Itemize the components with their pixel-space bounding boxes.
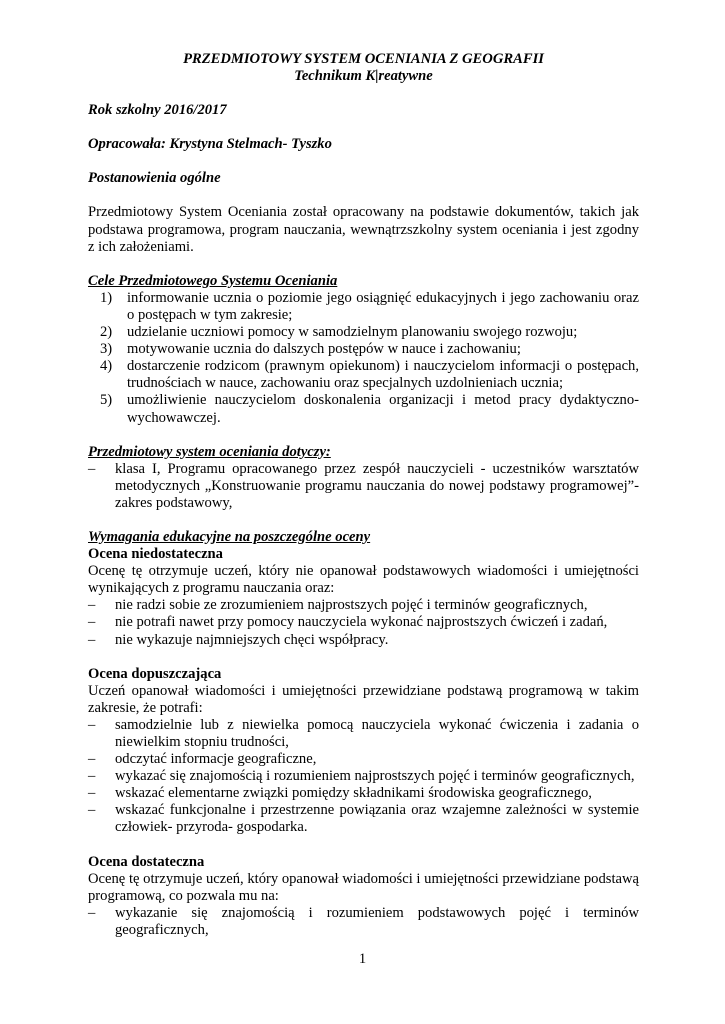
list-item xyxy=(100,392,639,426)
ndst-intro: Ocenę tę otrzymuje uczeń, który nie opanował podstawowych wiadomości i umiejętności wynikających z programu nauczania oraz: xyxy=(88,563,639,597)
list-item xyxy=(88,802,639,836)
document-content xyxy=(88,51,639,939)
document-subtitle: Technikum K|reatywne xyxy=(294,68,433,85)
dash-marker: – xyxy=(88,751,96,768)
list-item-text: wskazać elementarne związki pomiędzy składnikami środowiska geograficznego, xyxy=(115,785,592,802)
list-item-text: wskazać funkcjonalne i przestrzenne powiązania oraz wzajemne zależności w systemie człowiek- przyroda- gospodarka. xyxy=(115,802,639,836)
list-item-text: nie potrafi nawet przy pomocy nauczyciela wykonać najprostszych ćwiczeń i zadań, xyxy=(115,614,608,631)
list-item-text: odczytać informacje geograficzne, xyxy=(115,751,317,768)
list-item-text: motywowanie ucznia do dalszych postępów w nauce i zachowaniu; xyxy=(127,341,521,358)
dash-marker: – xyxy=(88,631,96,648)
list-item xyxy=(88,717,639,751)
dop-intro: Uczeń opanował wiadomości i umiejętności przewidziane podstawą programową w takim zakresie, że potrafi: xyxy=(88,682,639,716)
list-item xyxy=(88,785,639,802)
list-item xyxy=(88,461,639,512)
list-item xyxy=(88,768,639,785)
dop-list xyxy=(88,717,639,837)
list-item xyxy=(88,751,639,768)
list-item xyxy=(88,632,639,649)
list-item-text: samodzielnie lub z niewielka pomocą nauczyciela wykonać ćwiczenia i zadania o niewielkim stopniu trudności, xyxy=(115,716,639,750)
list-item-text: informowanie ucznia o poziomie jego osiągnięć edukacyjnych i jego zachowaniu oraz o postępach w tym zakresie; xyxy=(127,289,639,323)
list-item xyxy=(100,358,639,392)
requirements-heading: Wymagania edukacyjne na poszczególne oceny xyxy=(88,528,371,545)
list-item-text: klasa I, Programu opracowanego przez zespół nauczycieli - uczestników warsztatów metodycznych „Konstruowanie programu nauczania do nowej podstawy programowej”- zakres podstawowy, xyxy=(115,460,639,511)
list-number: 1) xyxy=(100,289,113,306)
scope-list xyxy=(88,461,639,512)
document-title: PRZEDMIOTOWY SYSTEM OCENIANIA Z GEOGRAFII xyxy=(183,51,544,67)
general-heading: Postanowienia ogólne xyxy=(88,170,221,187)
list-item-text: udzielanie uczniowi pomocy w samodzielnym planowaniu swojego rozwoju; xyxy=(127,324,578,341)
scope-heading: Przedmiotowy system oceniania dotyczy: xyxy=(88,443,331,460)
general-paragraph: Przedmiotowy System Oceniania został opracowany na podstawie dokumentów, takich jak podstawa programowa, program nauczania, wewnątrzszkolny system oceniania i jest zgodny z ich założeniami. xyxy=(88,204,639,255)
list-item xyxy=(100,341,639,358)
list-number: 3) xyxy=(100,341,113,358)
list-item-text: nie radzi sobie ze zrozumieniem najprostszych pojęć i terminów geograficznych, xyxy=(115,597,588,614)
school-year: Rok szkolny 2016/2017 xyxy=(88,102,227,119)
dash-marker: – xyxy=(88,785,96,802)
goals-list xyxy=(88,290,639,427)
list-item xyxy=(88,614,639,631)
dash-marker: – xyxy=(88,614,96,631)
dst-heading: Ocena dostateczna xyxy=(88,853,205,870)
list-item-text: wykazanie się znajomością i rozumieniem podstawowych pojęć i terminów geograficznych, xyxy=(115,904,639,938)
list-item xyxy=(100,324,639,341)
list-item-text: nie wykazuje najmniejszych chęci współpracy. xyxy=(115,631,389,648)
dash-marker: – xyxy=(88,460,96,477)
list-number: 4) xyxy=(100,358,113,375)
list-number: 2) xyxy=(100,324,113,341)
dash-marker: – xyxy=(88,904,96,921)
list-item-text: dostarczenie rodzicom (prawnym opiekunom) i nauczycielom informacji o postępach, trudnościach w nauce, zachowaniu oraz specjalnych uzdolnieniach ucznia; xyxy=(127,358,639,392)
ndst-heading: Ocena niedostateczna xyxy=(88,546,223,563)
list-item xyxy=(88,905,639,939)
list-item-text: wykazać się znajomością i rozumieniem najprostszych pojęć i terminów geograficznych, xyxy=(115,768,635,785)
dash-marker: – xyxy=(88,802,96,819)
list-item xyxy=(88,597,639,614)
dash-marker: – xyxy=(88,716,96,733)
dst-list xyxy=(88,905,639,939)
goals-heading: Cele Przedmiotowego Systemu Oceniania xyxy=(88,272,338,289)
ndst-list xyxy=(88,597,639,648)
list-item-text: umożliwienie nauczycielom doskonalenia organizacji i metod pracy dydaktyczno-wychowawczej. xyxy=(127,392,639,426)
dash-marker: – xyxy=(88,597,96,614)
list-item xyxy=(100,290,639,324)
list-number: 5) xyxy=(100,392,113,409)
page-number: 1 xyxy=(358,951,367,967)
dash-marker: – xyxy=(88,768,96,785)
dop-heading: Ocena dopuszczająca xyxy=(88,665,222,682)
author-line: Opracowała: Krystyna Stelmach- Tyszko xyxy=(88,136,332,153)
dst-intro: Ocenę tę otrzymuje uczeń, który opanował wiadomości i umiejętności przewidziane podstawą programową, co pozwala mu na: xyxy=(88,870,639,904)
